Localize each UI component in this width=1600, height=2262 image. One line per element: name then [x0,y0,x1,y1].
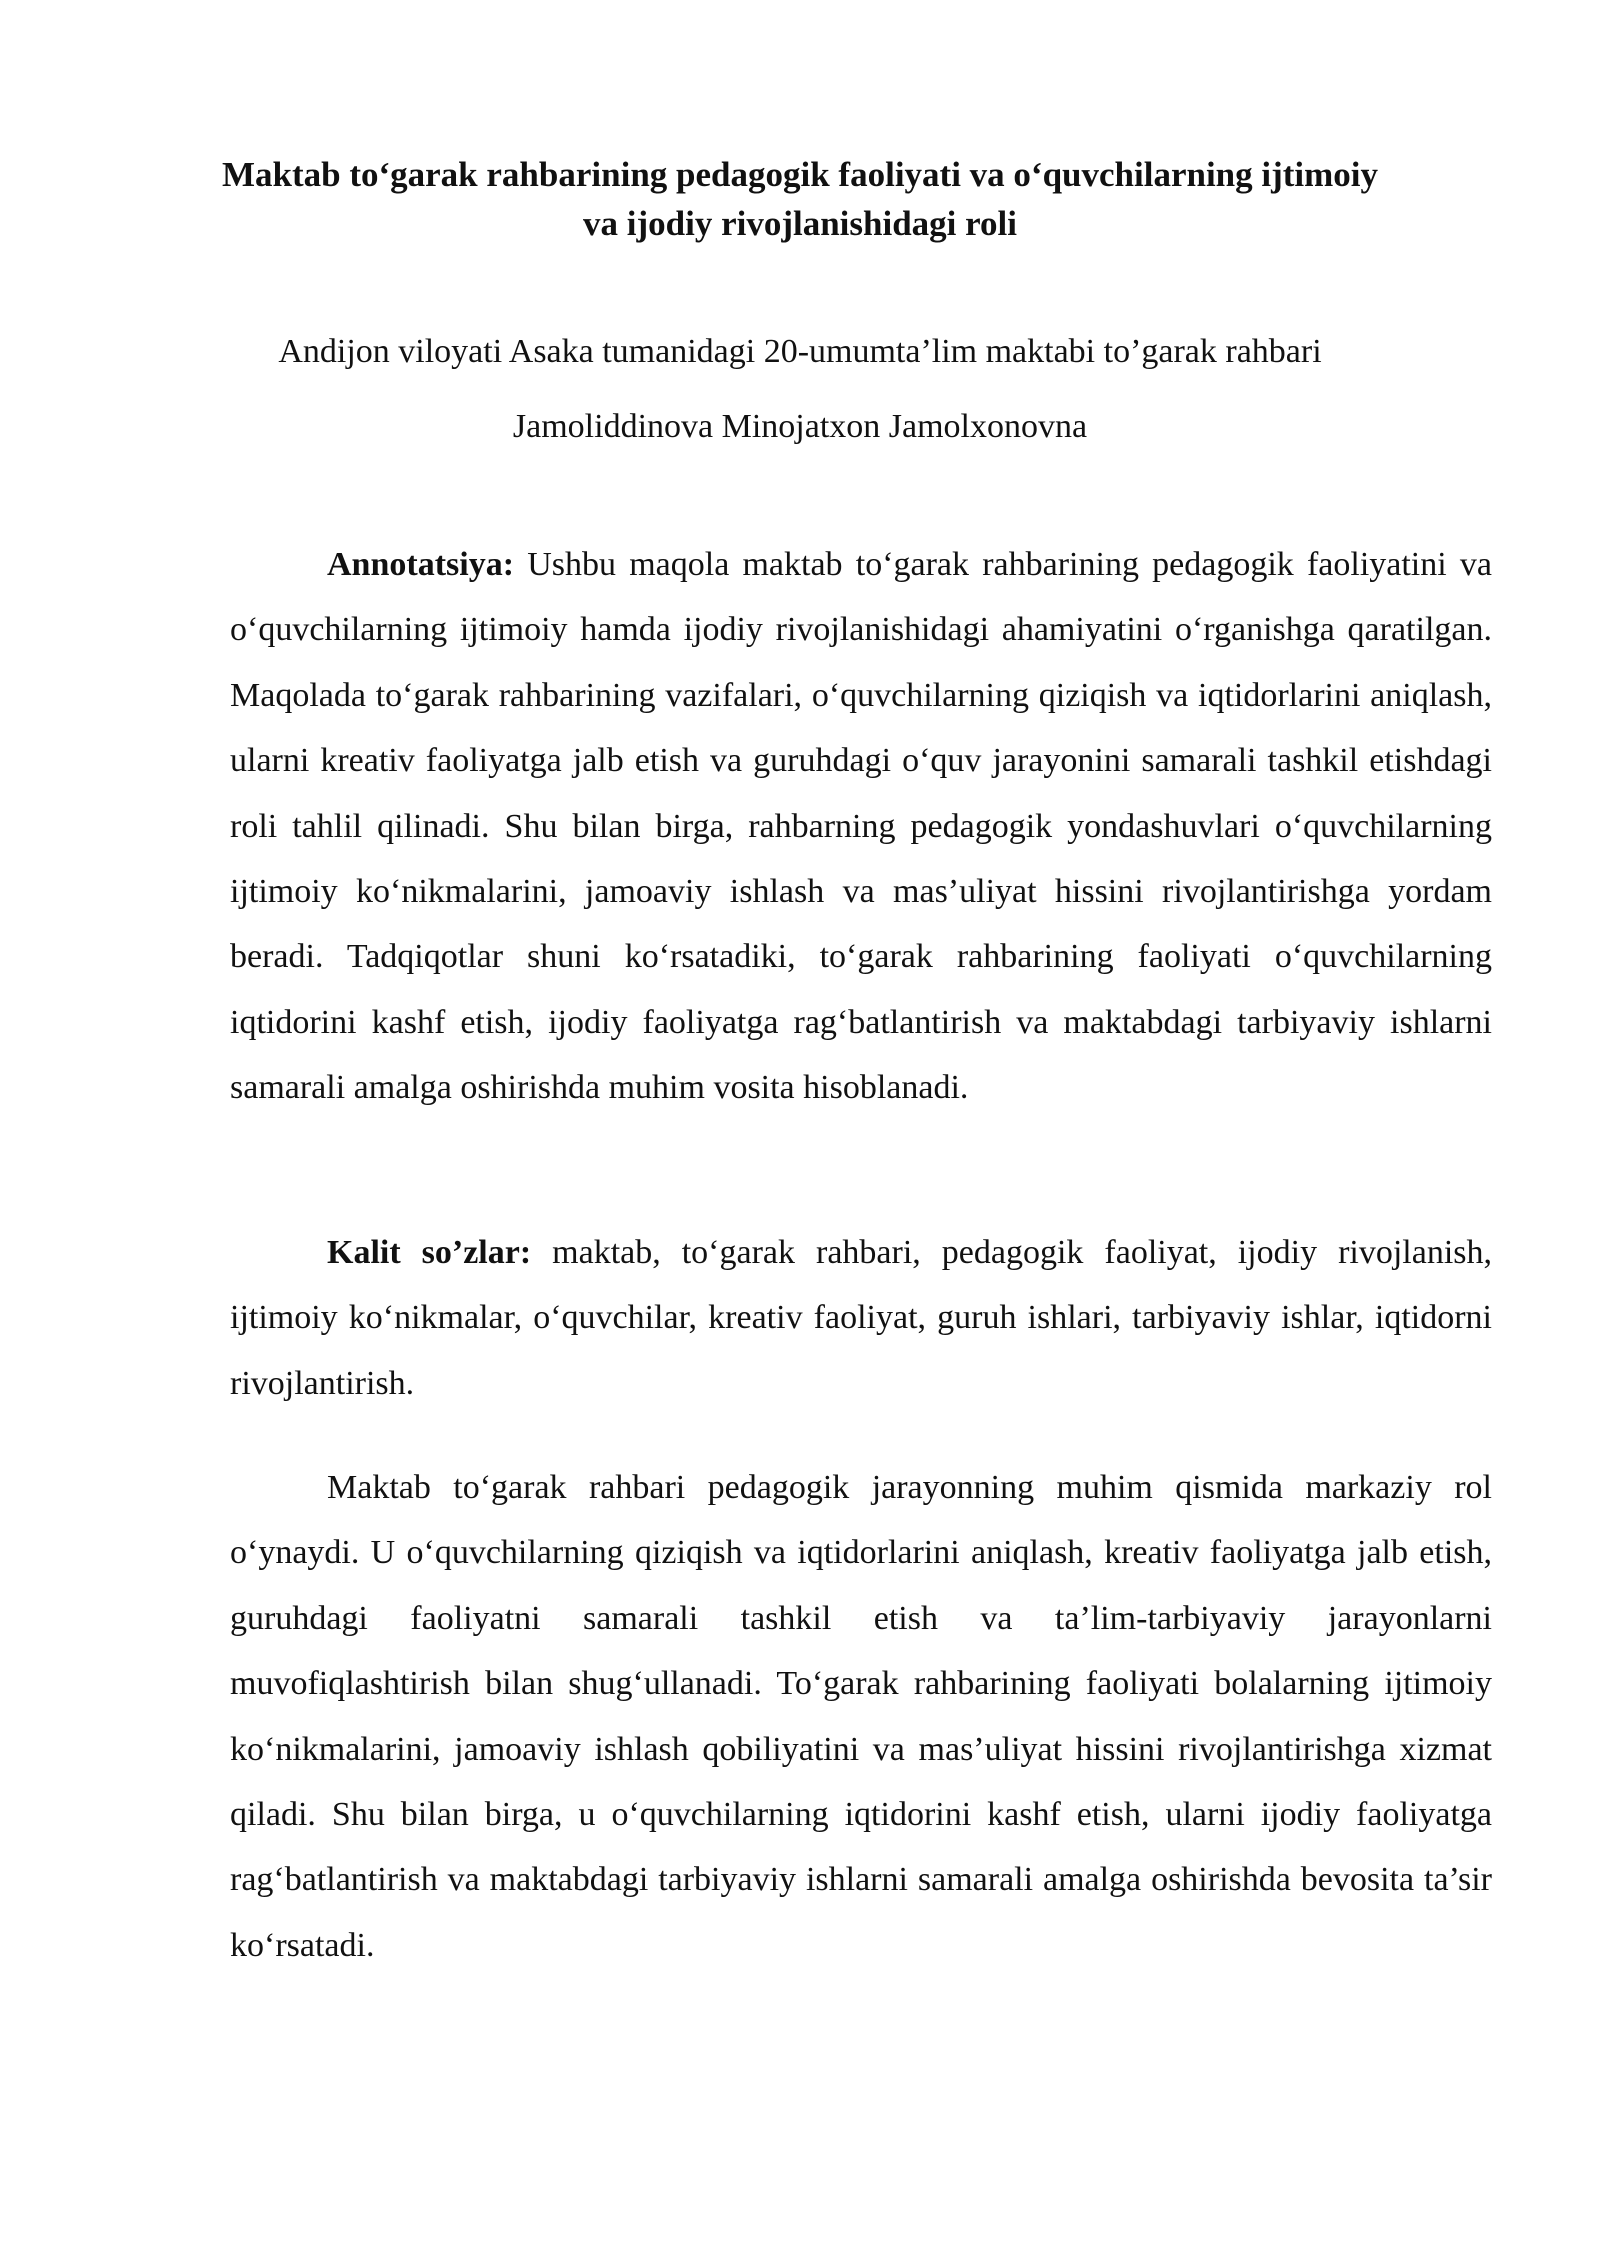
author-name: Jamoliddinova Minojatxon Jamolxonovna [512,408,1088,445]
keywords-text: maktab, to‘garak rahbari, pedagogik faoliyat, ijodiy rivojlanish, ijtimoiy ko‘nikmalar, o‘quvchilar, kreativ faoliyat, guruh ishlari, tarbiyaviy ishlar, iqtidorni rivojlantirish. [230,1234,1493,1402]
keywords-label: Kalit so’zlar: [327,1234,532,1271]
article-title: Maktab to‘garak rahbarining pedagogik faoliyati va o‘quvchilarning ijtimoiy va ijodiy rivojlanishidagi roli [221,155,1379,243]
body-paragraph: Maktab to‘garak rahbari pedagogik jarayonning muhim qismida markaziy rol o‘ynaydi. U o‘quvchilarning qiziqish va iqtidorlarini aniqlash, kreativ faoliyatga jalb etish, guruhdagi faoliyatni samarali tashkil etish va ta’lim-tarbiyaviy jarayonlarni muvofiqlashtirish bilan shug‘ullanadi. To‘garak rahbarining faoliyati bolalarning ijtimoiy ko‘nikmalarini, jamoaviy ishlash qobiliyatini va mas’uliyat hissini rivojlantirishga xizmat qiladi. Shu bilan birga, u o‘quvchilarning iqtidorini kashf etish, ularni ijodiy faoliyatga rag‘batlantirish va maktabdagi tarbiyaviy ishlarni samarali amalga oshirishda bevosita ta’sir ko‘rsatadi. [230,1469,1492,1964]
abstract-label: Annotatsiya: [327,546,515,583]
abstract-text: Ushbu maqola maktab to‘garak rahbarining pedagogik faoliyatini va o‘quvchilarning ijtimoiy hamda ijodiy rivojlanishidagi ahamiyatini o‘rganishga qaratilgan. Maqolada to‘garak rahbarining vazifalari, o‘quvchilarning qiziqish va iqtidorlarini aniqlash, ularni kreativ faoliyatga jalb etish va guruhdagi o‘quv jarayonini samarali tashkil etishdagi roli tahlil qilinadi. Shu bilan birga, rahbarning pedagogik yondashuvlari o‘quvchilarning ijtimoiy ko‘nikmalarini, jamoaviy ishlash va mas’uliyat hissini rivojlantirishga yordam beradi. Tadqiqotlar shuni ko‘rsatadiki, to‘garak rahbarining faoliyati o‘quvchilarning iqtidorini kashf etish, ijodiy faoliyatga rag‘batlantirish va maktabdagi tarbiyaviy ishlarni samarali amalga oshirishda muhim vosita hisoblanadi. [230,546,1492,1107]
abstract-paragraph [230,532,1492,1121]
keywords-paragraph [230,1220,1492,1416]
author-affiliation: Andijon viloyati Asaka tumanidagi 20-umumta’lim maktabi to’garak rahbari [278,333,1322,370]
